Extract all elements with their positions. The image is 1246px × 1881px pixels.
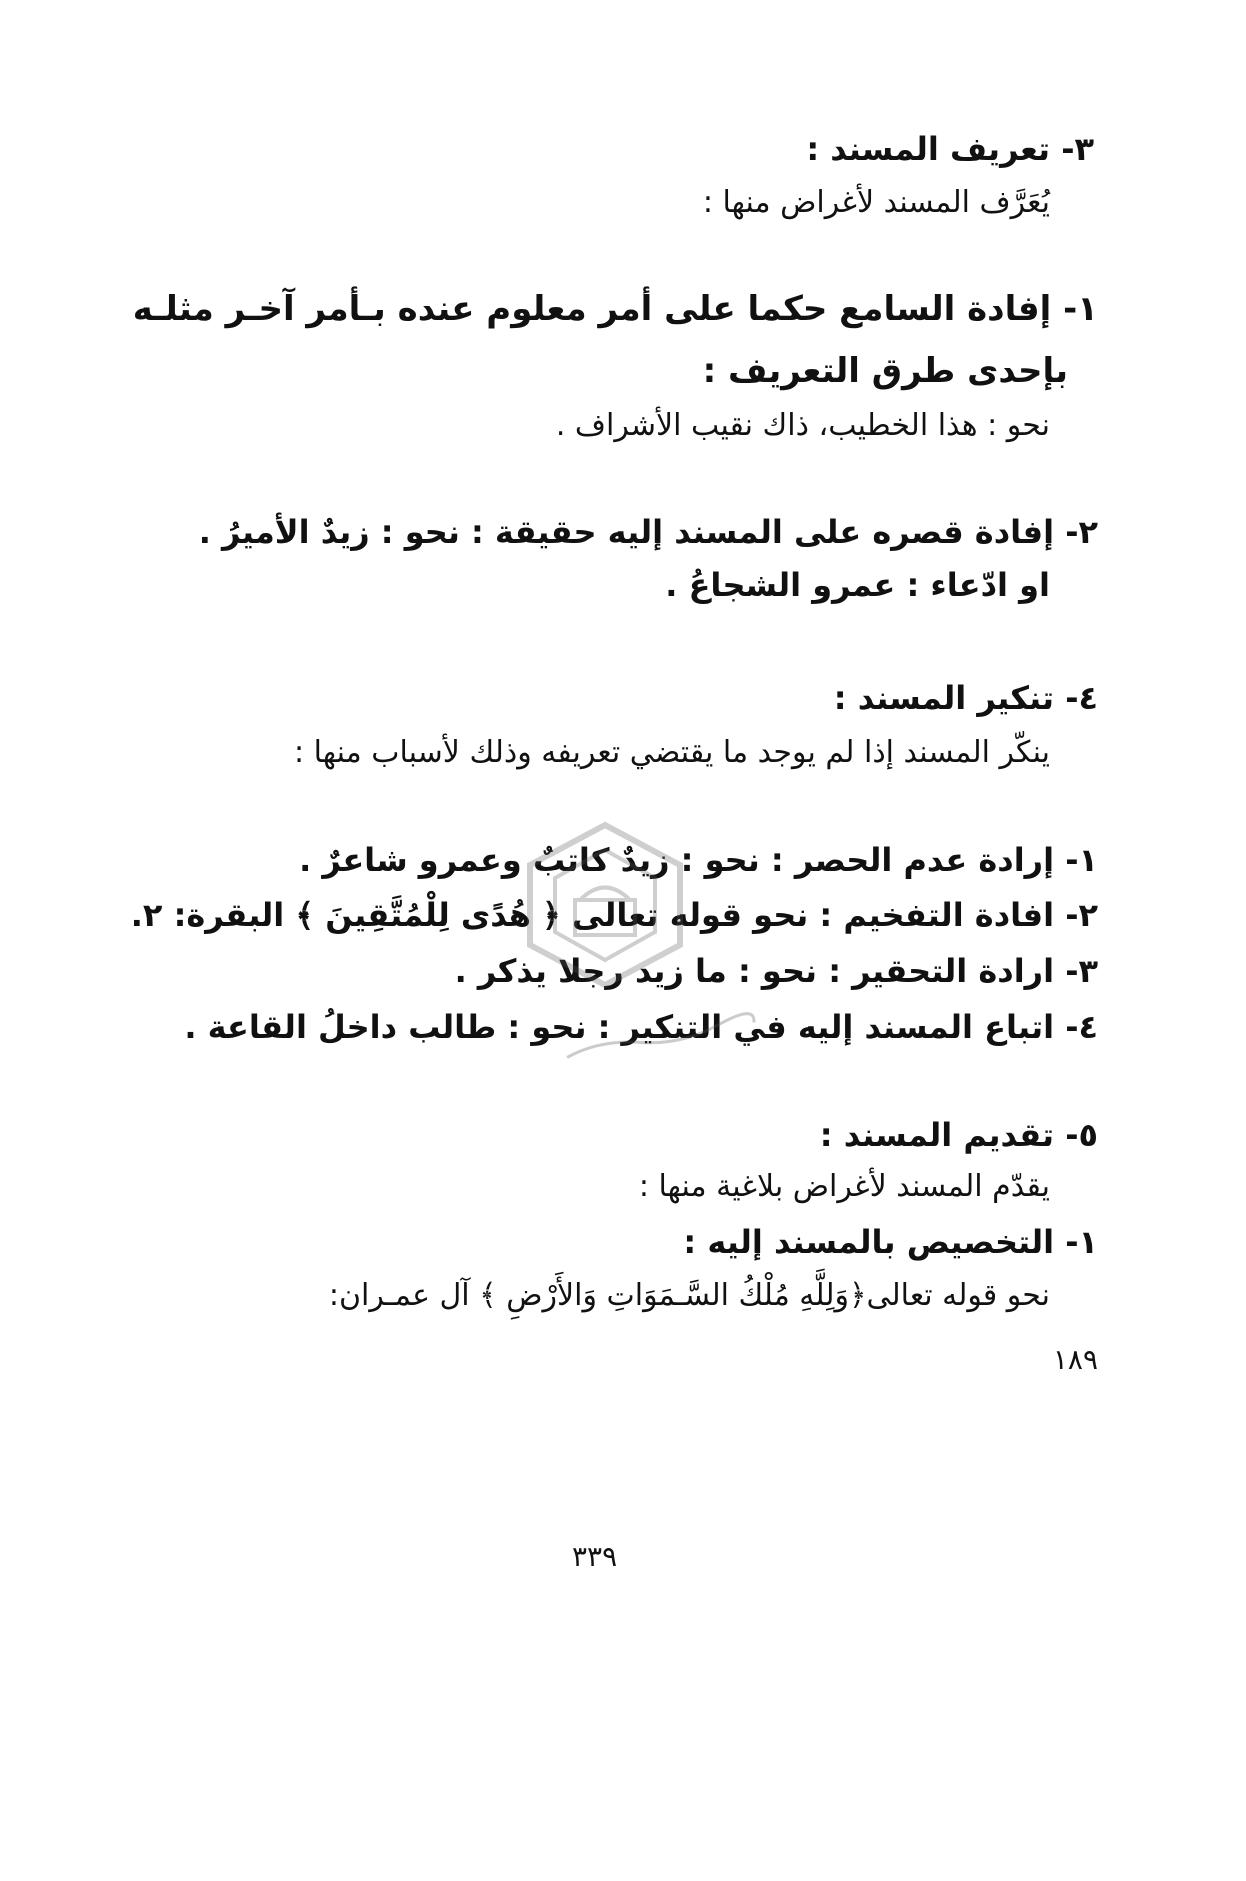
- section5-intro: يقدّم المسند لأغراض بلاغية منها :: [638, 1169, 1050, 1204]
- inner-page-number: ١٨٩: [1052, 1343, 1098, 1376]
- section3-intro: يُعَرَّف المسند لأغراض منها :: [702, 185, 1050, 220]
- section3-item2-line1: ٢- إفادة قصره على المسند إليه حقيقة : نحو : زيدٌ الأميرُ .: [198, 513, 1098, 551]
- section5-item1: ١- التخصيص بالمسند إليه :: [683, 1223, 1098, 1261]
- watermark-emblem: [520, 820, 690, 990]
- section3-item2-line2: او ادّعاء : عمرو الشجاعُ .: [665, 566, 1050, 604]
- section5-example: نحو قوله تعالى﴿وَلِلَّهِ مُلْكُ السَّـمَوَاتِ وَالأَرْضِ ﴾ آل عمـران:: [328, 1278, 1050, 1313]
- section4-item-2: ٢- افادة التفخيم : نحو قوله تعالى ﴿ هُدًى لِلْمُتَّقِينَ ﴾ البقرة: ٢.: [130, 896, 1098, 934]
- section3-item1-line1: ١- إفادة السامع حكما على أمر معلوم عنده بـأمر آخـر مثلـه: [132, 289, 1098, 329]
- section4-item-4: ٤- اتباع المسند إليه في التنكير : نحو : طالب داخلُ القاعة .: [184, 1008, 1098, 1046]
- section4-intro: ينكّر المسند إذا لم يوجد ما يقتضي تعريفه وذلك لأسباب منها :: [293, 735, 1050, 770]
- section4-item-3: ٣- ارادة التحقير : نحو : ما زيد رجلا يذكر .: [454, 952, 1098, 990]
- section4-item-1: ١- إرادة عدم الحصر : نحو : زيدٌ كاتبٌ وعمرو شاعرٌ .: [299, 841, 1098, 879]
- footer-page-number: ٣٣٩: [572, 1540, 618, 1573]
- section3-item1-example: نحو : هذا الخطيب، ذاك نقيب الأشراف .: [555, 408, 1050, 443]
- section3-item1-line2: بإحدى طرق التعريف :: [702, 351, 1068, 391]
- section3-heading: ٣- تعريف المسند :: [806, 130, 1094, 168]
- section5-heading: ٥- تقديم المسند :: [819, 1116, 1098, 1154]
- section4-heading: ٤- تنكير المسند :: [833, 679, 1098, 717]
